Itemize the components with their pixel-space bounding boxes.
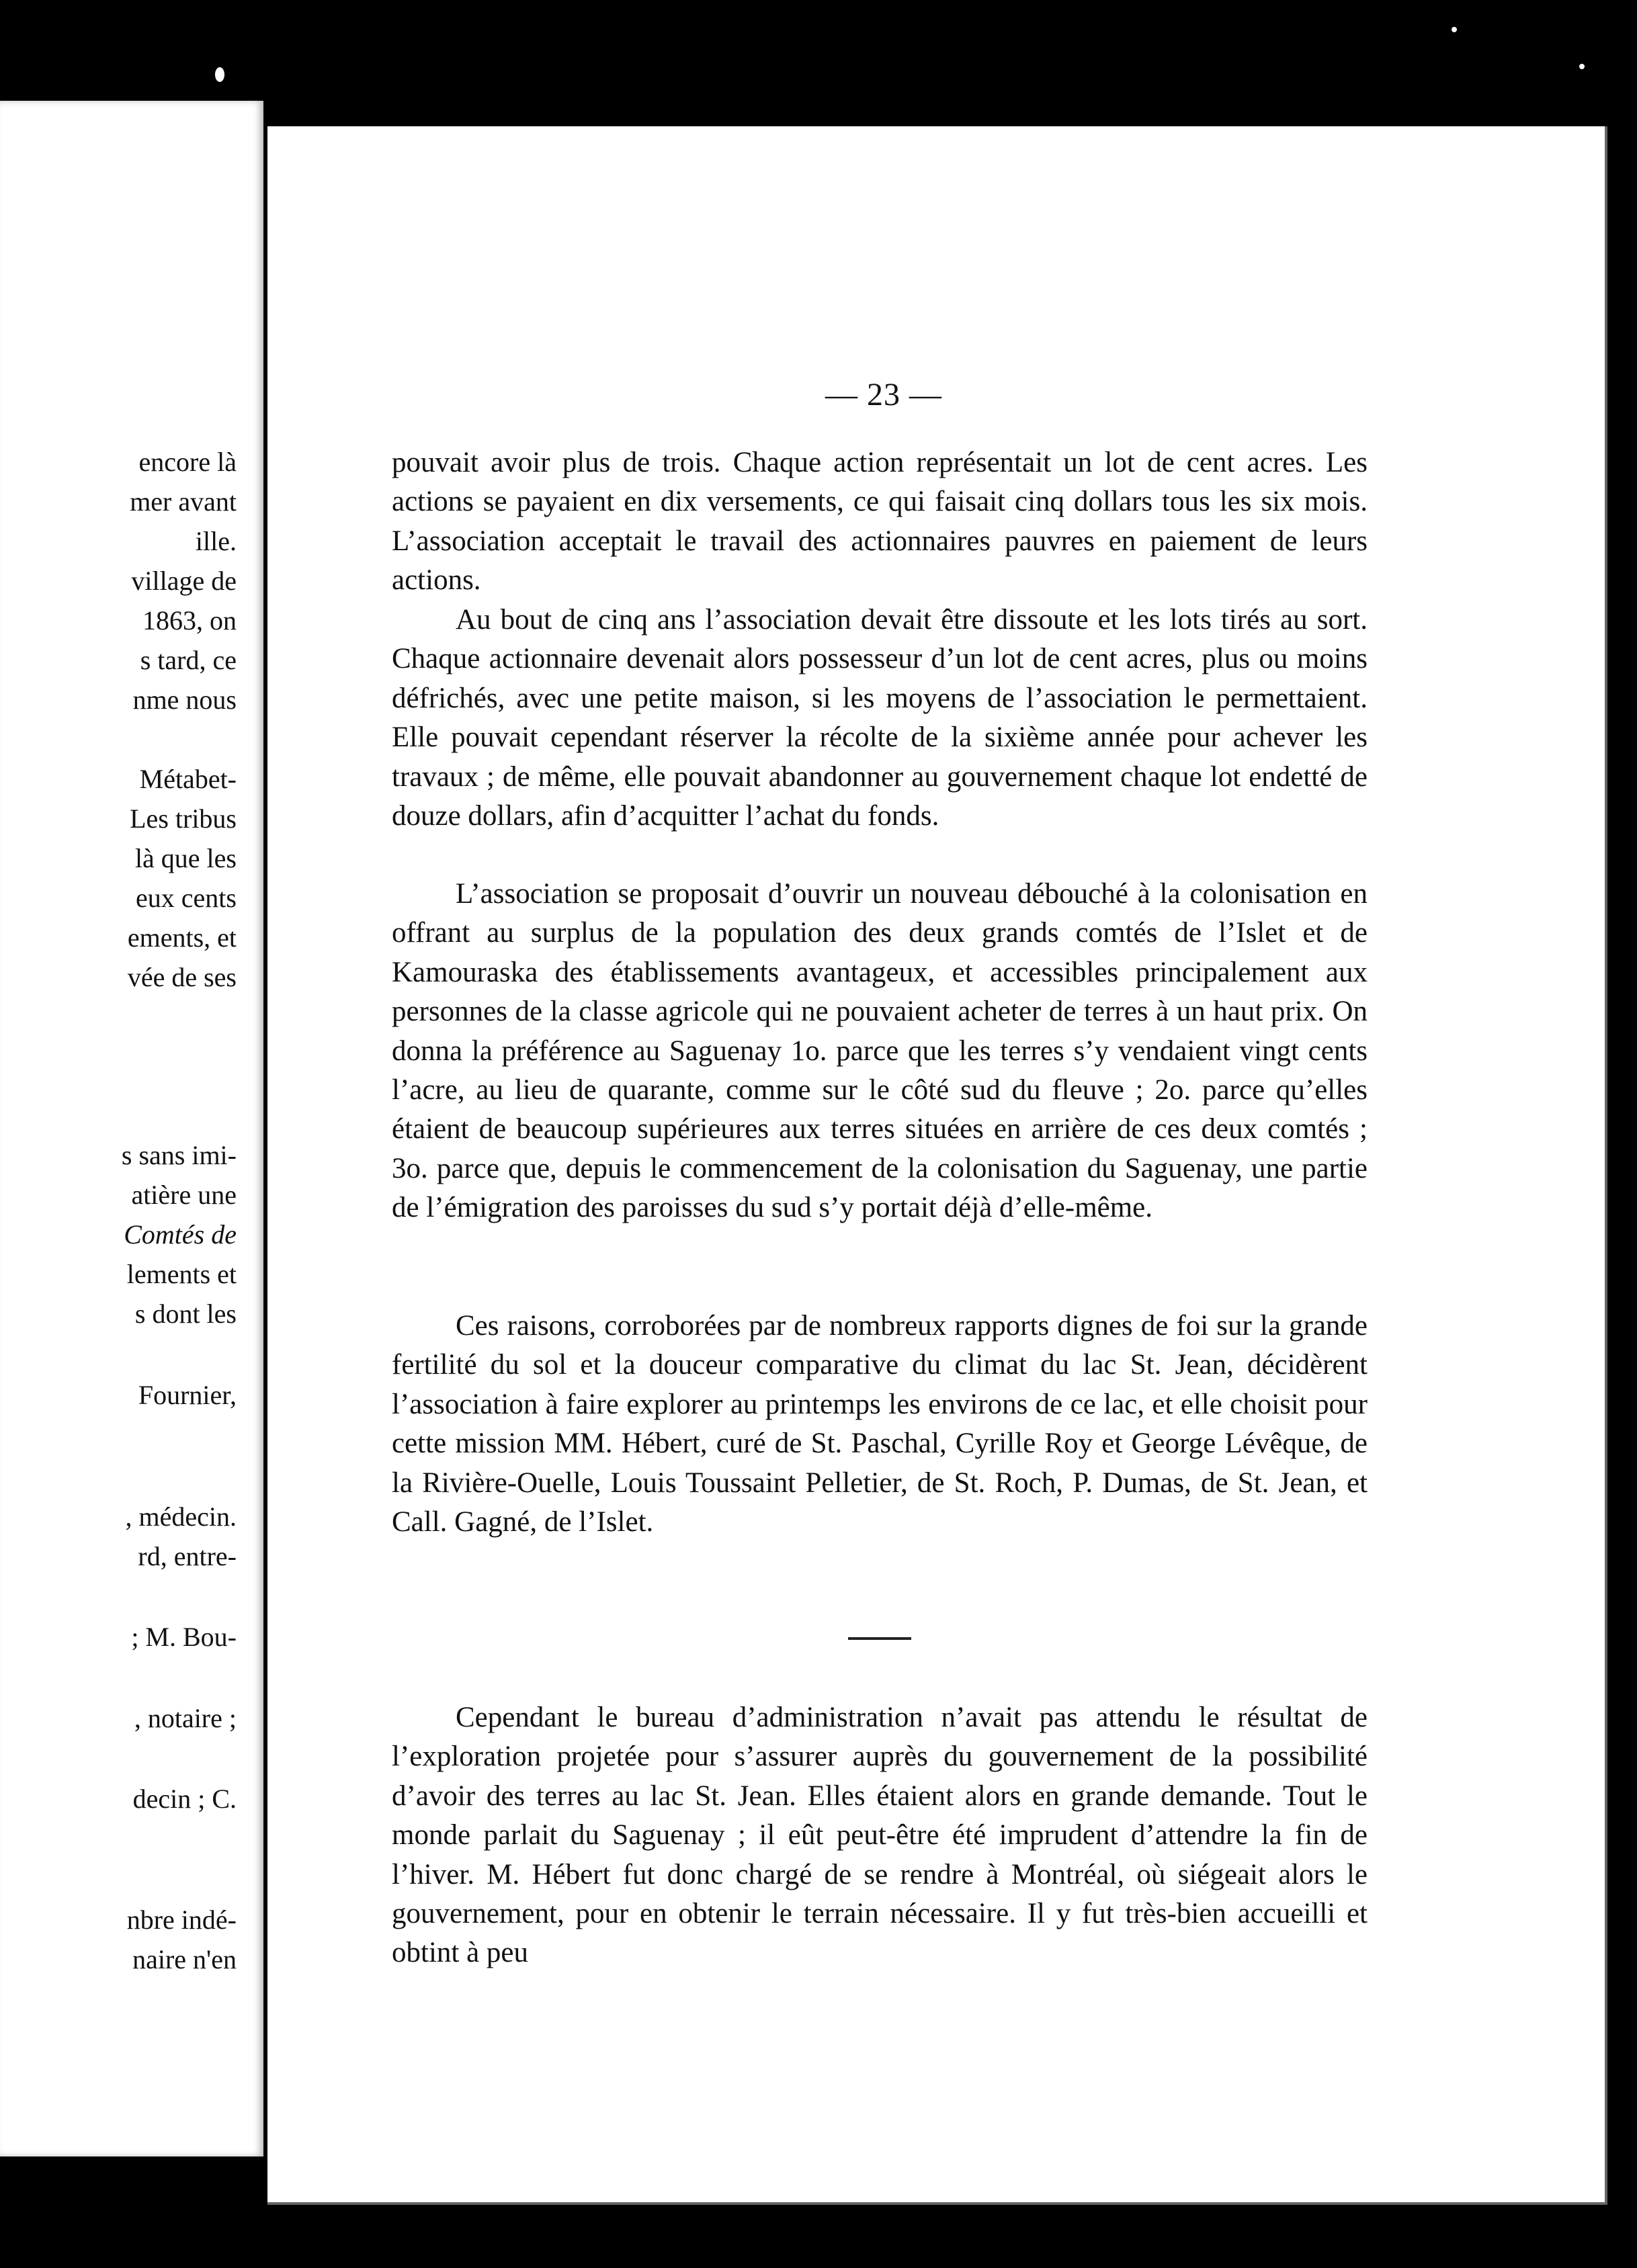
- paragraph-text: Au bout de cinq ans l’association devait être dissoute et les lots tirés au sort. Chaque actionnaire devenait alors possesseur d’un lot de cent acres, plus ou moins défrichés, avec une petite maison, si les moyens de l’association le permettaient. Elle pouvait cependant réserver la récolte de la sixième année pour achever les travaux ; de même, elle pouvait abandonner au gouvernement chaque lot endetté de douze dollars, afin d’acquitter l’achat du fonds.: [392, 604, 1368, 832]
- left-page-line: nbre indé-: [126, 1905, 237, 1935]
- paragraph-text: Ces raisons, corroborées par de nombreux rapports dignes de foi sur la grande fertilité du sol et la douceur comparative du climat du lac St. Jean, décidèrent l’association à faire explorer au printemps les environs de ce lac, et elle choisit pour cette mission MM. Hébert, curé de St. Paschal, Cyrille Roy et George Lévêque, de la Rivière-Ouelle, Louis Toussaint Pelletier, de St. Roch, P. Dumas, de St. Jean, et Call. Gagné, de l’Islet.: [392, 1310, 1368, 1538]
- paragraph-text: L’association se proposait d’ouvrir un nouveau débouché à la colonisation en offrant au surplus de la population des deux grands comtés de l’Islet et de Kamouraska des établissements avantageux, et accessibles principalement aux personnes de la classe agricole qui ne pouvaient acheter de terres à un haut prix. On donna la préférence au Saguenay 1o. parce que les terres s’y vendaient vingt cents l’acre, au lieu de quarante, comme sur le côté sud du fleuve ; 2o. parce qu’elles étaient de beaucoup supérieures aux terres situées en arrière de ces deux comtés ; 3o. parce que, depuis le commencement de la colonisation du Saguenay, une partie de l’émigration des paroisses du sud s’y portait déjà d’elle-même.: [392, 878, 1368, 1224]
- left-page-line: lements et: [126, 1259, 237, 1289]
- paragraph: pouvait avoir plus de trois. Chaque action représentait un lot de cent acres. Les actions se payaient en dix versements, ce qui faisait cinq dollars tous les six mois. L’association acceptait le travail des actionnaires pauvres en paiement de leurs actions.: [392, 447, 1368, 597]
- left-page-line: nme nous: [132, 685, 237, 715]
- left-page-line: , notaire ;: [134, 1703, 237, 1733]
- left-page-line: village de: [131, 566, 237, 596]
- left-page-line: Les tribus: [130, 803, 237, 834]
- left-page-line: rd, entre-: [138, 1541, 237, 1571]
- paragraph: [392, 875, 1368, 1228]
- left-page-line: s dont les: [134, 1299, 237, 1329]
- left-page-line: Fournier,: [138, 1380, 237, 1410]
- left-page-line: Comtés de: [124, 1219, 237, 1250]
- left-page-line: decin ; C.: [132, 1784, 237, 1814]
- left-page-line: eux cents: [136, 883, 237, 913]
- left-page-line: mer avant: [130, 486, 237, 517]
- left-page-line: vée de ses: [127, 962, 237, 992]
- left-page-line: Métabet-: [139, 764, 237, 794]
- paragraph-text: Cependant le bureau d’administration n’avait pas attendu le résultat de l’exploration projetée pour s’assurer auprès du gouvernement de la possibilité d’avoir des terres au lac St. Jean. Elles étaient alors en grande demande. Tout le monde parlait du Saguenay ; il eût peut-être été imprudent d’attendre la fin de l’hiver. M. Hébert fut donc chargé de se rendre à Montréal, où siégeait alors le gouvernement, pour en obtenir le terrain nécessaire. Il y fut très-bien accueilli et obtint à peu: [392, 1702, 1368, 1969]
- paragraph: [392, 1698, 1368, 1973]
- paragraph: [392, 601, 1368, 836]
- left-page-line: 1863, on: [142, 605, 237, 636]
- left-page-line: atière une: [131, 1180, 237, 1210]
- left-page-line: encore là: [138, 447, 237, 477]
- scan-speck: [1579, 64, 1585, 69]
- section-divider: [848, 1637, 911, 1640]
- left-page-line: s tard, ce: [140, 645, 237, 675]
- left-page-line: ements, et: [127, 922, 237, 953]
- left-page-line: s sans imi-: [121, 1140, 237, 1170]
- left-page-line: ille.: [195, 526, 237, 556]
- left-page-line: naire n'en: [132, 1944, 237, 1974]
- page-number: — 23 —: [825, 377, 942, 412]
- left-page-line: , médecin.: [125, 1501, 237, 1532]
- scan-speck: [215, 67, 224, 82]
- scan-speck: [1452, 27, 1457, 32]
- previous-page-fragment: [0, 101, 263, 2156]
- paragraph: [392, 1307, 1368, 1542]
- left-page-line: là que les: [134, 843, 237, 873]
- left-page-line: ; M. Bou-: [131, 1622, 237, 1652]
